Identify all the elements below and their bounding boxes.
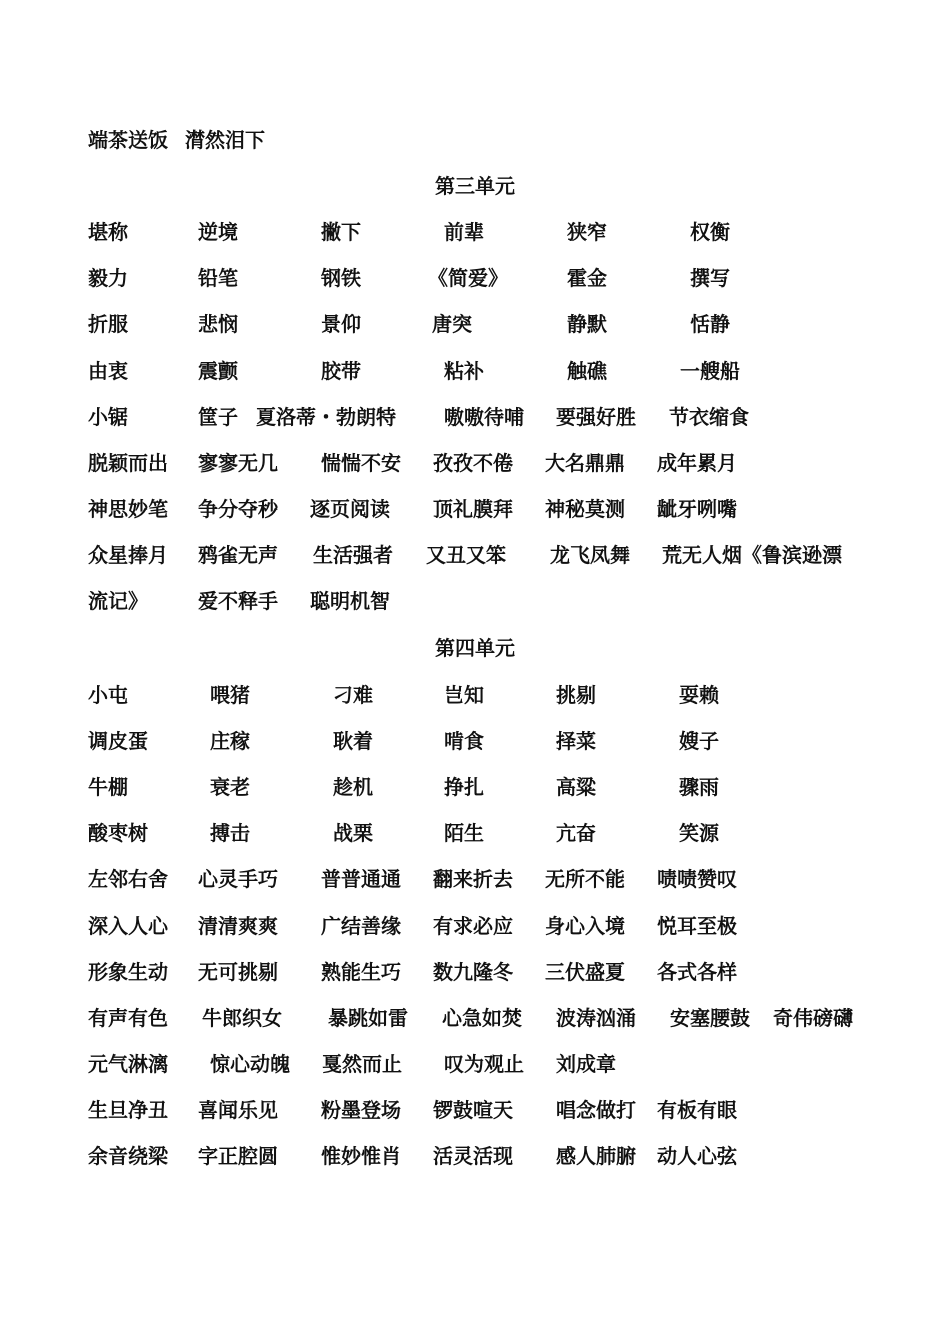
word: 又丑又笨 [426, 543, 506, 567]
word: 前辈 [444, 220, 484, 244]
word: 笑源 [679, 821, 719, 845]
word: 感人肺腑 [556, 1144, 636, 1168]
word-row [0, 1049, 950, 1079]
word: 三伏盛夏 [545, 960, 625, 984]
word: 暴跳如雷 [328, 1006, 408, 1030]
intro-line [0, 125, 950, 155]
word: 折服 [88, 312, 128, 336]
word-row [0, 1003, 950, 1033]
word: 龇牙咧嘴 [657, 497, 737, 521]
word: 震颤 [198, 359, 238, 383]
word: 悦耳至极 [657, 914, 737, 938]
word-row [0, 217, 950, 247]
word: 筐子 [198, 405, 238, 429]
word-row [0, 726, 950, 756]
word: 节衣缩食 [669, 405, 749, 429]
word: 牛郎织女 [202, 1006, 282, 1030]
word: 骤雨 [679, 775, 719, 799]
word: 龙飞凤舞 [550, 543, 630, 567]
word: 刘成章 [556, 1052, 616, 1076]
word: 活灵活现 [433, 1144, 513, 1168]
word-row [0, 540, 950, 570]
word: 流记》 [88, 589, 148, 613]
word: 荒无人烟 [662, 543, 742, 567]
word: 唐突 [432, 312, 472, 336]
word-row [0, 263, 950, 293]
word: 数九隆冬 [433, 960, 513, 984]
word: 择菜 [556, 729, 596, 753]
word: 心灵手巧 [198, 867, 278, 891]
word: 钢铁 [321, 266, 361, 290]
word: 广结善缘 [321, 914, 401, 938]
word-row [0, 1095, 950, 1125]
word: 有求必应 [433, 914, 513, 938]
word: 耍赖 [679, 683, 719, 707]
word: 要强好胜 [556, 405, 636, 429]
word: 岂知 [444, 683, 484, 707]
word: 搏击 [210, 821, 250, 845]
word: 神思妙笔 [88, 497, 168, 521]
word: 逆境 [198, 220, 238, 244]
word-row [0, 957, 950, 987]
word-row [0, 586, 950, 616]
word: 顶礼膜拜 [433, 497, 513, 521]
word: 《鲁滨逊漂 [742, 543, 842, 567]
word: 熟能生巧 [321, 960, 401, 984]
word: 撇下 [321, 220, 361, 244]
word: 身心入境 [545, 914, 625, 938]
word: 爱不释手 [198, 589, 278, 613]
word: 逐页阅读 [310, 497, 390, 521]
word: 衰老 [210, 775, 250, 799]
word: 端茶送饭 [88, 128, 168, 152]
word: 调皮蛋 [88, 729, 148, 753]
word: 牛棚 [88, 775, 128, 799]
word: 啧啧赞叹 [657, 867, 737, 891]
word: 夏洛蒂・勃朗特 [256, 405, 396, 429]
word: 一艘船 [680, 359, 740, 383]
word: 喜闻乐见 [198, 1098, 278, 1122]
word: 神秘莫测 [545, 497, 625, 521]
word: 《简爱》 [428, 266, 508, 290]
word: 元气淋漓 [88, 1052, 168, 1076]
word: 粉墨登场 [321, 1098, 401, 1122]
word: 大名鼎鼎 [545, 451, 625, 475]
word: 争分夺秒 [198, 497, 278, 521]
word: 奇伟磅礴 [773, 1006, 853, 1030]
word: 安塞腰鼓 [670, 1006, 750, 1030]
word: 堪称 [88, 220, 128, 244]
word: 撰写 [690, 266, 730, 290]
unit4-heading: 第四单元 [435, 636, 515, 660]
word: 亢奋 [556, 821, 596, 845]
word: 深入人心 [88, 914, 168, 938]
word: 生旦净丑 [88, 1098, 168, 1122]
word: 酸枣树 [88, 821, 148, 845]
word: 成年累月 [657, 451, 737, 475]
word: 字正腔圆 [198, 1144, 278, 1168]
word-row [0, 818, 950, 848]
word: 有声有色 [88, 1006, 168, 1030]
word: 高粱 [556, 775, 596, 799]
word: 挣扎 [444, 775, 484, 799]
word: 毅力 [88, 266, 128, 290]
word: 唱念做打 [556, 1098, 636, 1122]
word: 庄稼 [210, 729, 250, 753]
word: 静默 [567, 312, 607, 336]
word: 惴惴不安 [321, 451, 401, 475]
word: 心急如焚 [442, 1006, 522, 1030]
word: 动人心弦 [657, 1144, 737, 1168]
word: 普普通通 [321, 867, 401, 891]
word: 恬静 [690, 312, 730, 336]
word: 戛然而止 [322, 1052, 402, 1076]
word: 胶带 [321, 359, 361, 383]
word: 趁机 [333, 775, 373, 799]
word: 陌生 [444, 821, 484, 845]
word: 孜孜不倦 [433, 451, 513, 475]
word: 叹为观止 [444, 1052, 524, 1076]
word-row [0, 402, 950, 432]
word: 各式各样 [657, 960, 737, 984]
word: 左邻右舍 [88, 867, 168, 891]
word: 嫂子 [679, 729, 719, 753]
word: 寥寥无几 [198, 451, 278, 475]
word: 潸然泪下 [185, 128, 265, 152]
word: 啃食 [444, 729, 484, 753]
word: 波涛汹涌 [556, 1006, 636, 1030]
unit3-heading: 第三单元 [435, 174, 515, 198]
word-row [0, 864, 950, 894]
word: 惊心动魄 [210, 1052, 290, 1076]
word: 由衷 [88, 359, 128, 383]
word: 惟妙惟肖 [321, 1144, 401, 1168]
word-row [0, 1141, 950, 1171]
word-row [0, 772, 950, 802]
word-row [0, 680, 950, 710]
word: 聪明机智 [310, 589, 390, 613]
word: 小锯 [88, 405, 128, 429]
word: 众星捧月 [88, 543, 168, 567]
word: 霍金 [567, 266, 607, 290]
word: 翻来折去 [433, 867, 513, 891]
word: 权衡 [690, 220, 730, 244]
word: 悲悯 [198, 312, 238, 336]
word: 鸦雀无声 [198, 543, 278, 567]
word: 狭窄 [567, 220, 607, 244]
word: 景仰 [321, 312, 361, 336]
word: 有板有眼 [657, 1098, 737, 1122]
word: 余音绕梁 [88, 1144, 168, 1168]
word-row [0, 309, 950, 339]
word-row [0, 356, 950, 386]
word-row [0, 911, 950, 941]
word: 粘补 [444, 359, 484, 383]
word: 无所不能 [545, 867, 625, 891]
word: 脱颖而出 [88, 451, 168, 475]
word: 刁难 [333, 683, 373, 707]
word: 铅笔 [198, 266, 238, 290]
word-row [0, 448, 950, 478]
word-row [0, 494, 950, 524]
word: 无可挑剔 [198, 960, 278, 984]
word: 触礁 [567, 359, 607, 383]
word: 挑剔 [556, 683, 596, 707]
word: 清清爽爽 [198, 914, 278, 938]
word: 耿着 [333, 729, 373, 753]
word: 锣鼓喧天 [433, 1098, 513, 1122]
word: 小屯 [88, 683, 128, 707]
word: 生活强者 [313, 543, 393, 567]
word: 喂猪 [210, 683, 250, 707]
word: 形象生动 [88, 960, 168, 984]
word: 战栗 [333, 821, 373, 845]
word: 嗷嗷待哺 [444, 405, 524, 429]
